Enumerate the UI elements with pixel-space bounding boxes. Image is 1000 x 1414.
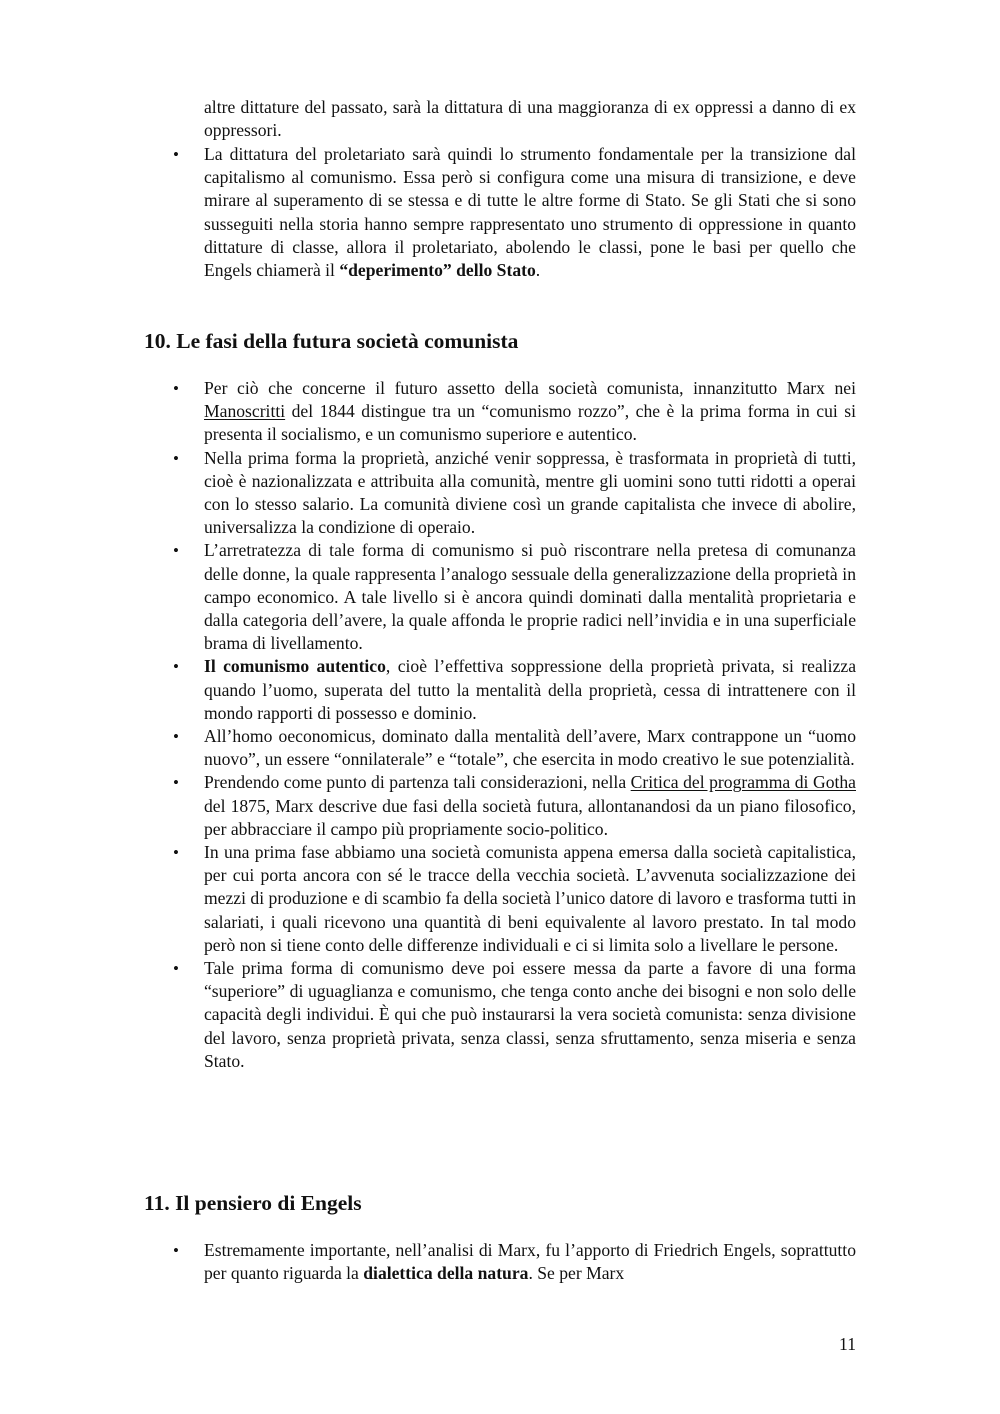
section-heading-11: 11. Il pensiero di Engels	[144, 1191, 362, 1215]
bold-term: dialettica della natura	[363, 1263, 529, 1284]
continued-paragraph: altre dittature del passato, sarà la dittatura di una maggioranza di ex oppressi a danno di ex oppressori.	[204, 97, 856, 141]
underlined-title: Manoscritti	[204, 401, 286, 422]
list-item: • Nella prima forma la proprietà, anziché venir soppressa, è trasformata in proprietà di tutti, cioè è nazionalizzata e attribuita alla comunità, mentre gli uomini sono tutti ridotti a operai con lo stesso salario. La comunità diviene così un grande capitalista che invece di abolire, universalizza la condizione di operaio.	[146, 447, 856, 540]
list-item: • La dittatura del proletariato sarà quindi lo strumento fondamentale per la transizione dal capitalismo al comunismo. Essa però si configura come una misura di transizione, e deve mirare al superamento di se stessa e di tutte le altre forme di Stato. Se gli Stati che si sono susseguiti nella storia hanno sempre rappresentato uno strumento di oppressione in quanto dittature di classe, allora il proletariato, abolendo le classi, pone le basi per quello che Engels chiamerà il “deperimento” dello Stato.	[146, 143, 856, 282]
page-number: 11	[839, 1334, 856, 1354]
list-item: • Prendendo come punto di partenza tali considerazioni, nella Critica del programma di Gotha del 1875, Marx descrive due fasi della società futura, allontanandosi da un piano filosofico, per abbracciare il campo più propriamente socio-politico.	[146, 771, 856, 841]
section-heading-10: 10. Le fasi della futura società comunista	[144, 329, 519, 353]
list-item: • L’arretratezza di tale forma di comunismo si può riscontrare nella pretesa di comunanza delle donne, la quale rappresenta l’analogo sessuale della generalizzazione della proprietà in campo economico. A tale livello si è ancora quindi dominati dalla mentalità proprietaria e dalla categoria dell’avere, la quale affonda le proprie radici nell’invidia e in una superficiale brama di livellamento.	[146, 539, 856, 655]
list-item: • Estremamente importante, nell’analisi di Marx, fu l’apporto di Friedrich Engels, soprattutto per quanto riguarda la dialettica della natura. Se per Marx	[146, 1239, 856, 1285]
list-item: • Tale prima forma di comunismo deve poi essere messa da parte a favore di una forma “superiore” di uguaglianza e comunismo, che tenga conto anche dei bisogni e non solo delle capacità degli individui. È qui che può instaurarsi la vera società comunista: senza divisione del lavoro, senza proprietà privata, senza classi, senza sfruttamento, senza miseria e senza Stato.	[146, 957, 856, 1073]
list-item: • Per ciò che concerne il futuro assetto della società comunista, innanzitutto Marx nei Manoscritti del 1844 distingue tra un “comunismo rozzo”, che è la prima forma in cui si presenta il socialismo, e un comunismo superiore e autentico.	[146, 377, 856, 447]
bullet-list-section-9	[146, 143, 856, 282]
list-item: • In una prima fase abbiamo una società comunista appena emersa dalla società capitalistica, per cui porta ancora con sé le tracce della vecchia società. L’avvenuta socializzazione dei mezzi di produzione e di scambio fa della società l’unico datore di lavoro e trasforma tutti in salariati, i quali ricevono una quantità di beni equivalente al lavoro prestato. In tal modo però non si tiene conto delle differenze individuali e ci si limita solo a livellare le persone.	[146, 841, 856, 957]
bullet-list-section-11	[146, 1239, 856, 1285]
underlined-title: Critica del programma di Gotha	[630, 772, 856, 793]
bullet-list-section-10	[146, 377, 856, 1073]
bold-term: Il comunismo autentico	[204, 656, 386, 677]
bold-term: “deperimento” dello Stato	[339, 260, 536, 281]
list-item: • All’homo oeconomicus, dominato dalla mentalità dell’avere, Marx contrappone un “uomo nuovo”, un essere “onnilaterale” e “totale”, che esercita in modo creativo le sue potenzialità.	[146, 725, 856, 771]
list-item: • Il comunismo autentico, cioè l’effettiva soppressione della proprietà privata, si realizza quando l’uomo, superata del tutto la mentalità della proprietà, cessa di intrattenere con il mondo rapporti di possesso e dominio.	[146, 655, 856, 725]
